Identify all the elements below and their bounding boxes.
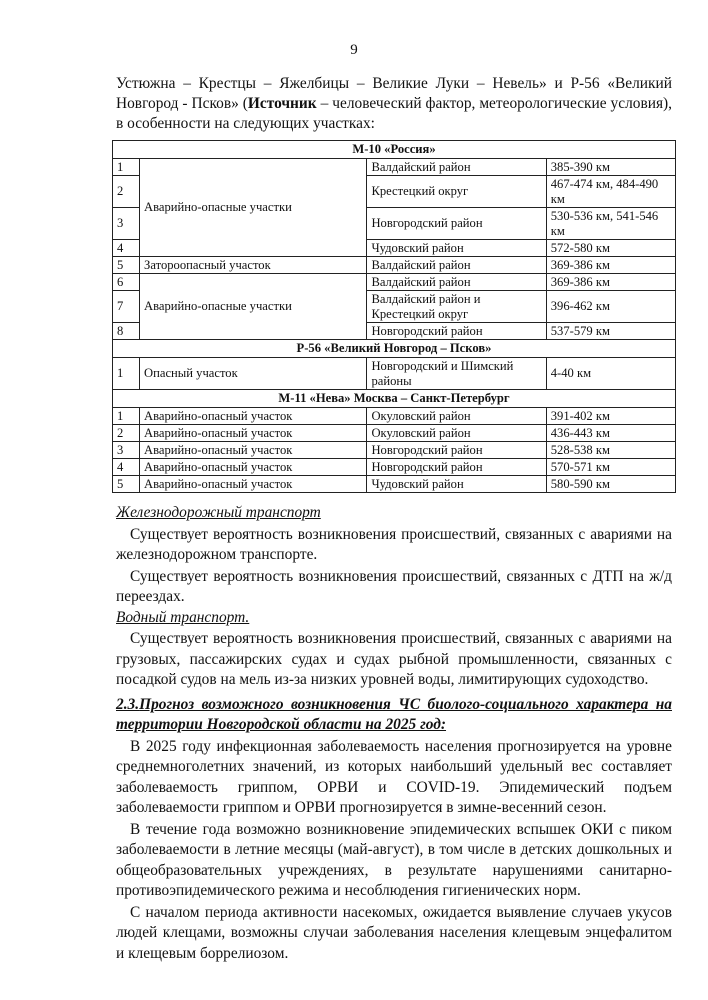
- row-number: 6: [113, 274, 140, 291]
- intro-text-after: – человеческий фактор, метеорологические условия), в особенности на следующих участках:: [116, 95, 672, 132]
- row-km: 537-579 км: [546, 323, 675, 340]
- row-area: Чудовский район: [367, 476, 546, 493]
- water-heading: [116, 608, 672, 629]
- intro-paragraph: [116, 74, 672, 134]
- row-area: Валдайский район: [367, 159, 546, 176]
- row-km: 528-538 км: [546, 442, 675, 459]
- row-area: Новгородский район: [367, 442, 546, 459]
- row-km: 369-386 км: [546, 257, 675, 274]
- row-type: Аварийно-опасный участок: [140, 476, 367, 493]
- row-number: 5: [113, 476, 140, 493]
- row-number: 3: [113, 442, 140, 459]
- row-km: 396-462 км: [546, 291, 675, 323]
- section-number: 2.3.: [116, 695, 140, 713]
- table-section-header: [113, 141, 676, 159]
- page-number: 9: [350, 42, 358, 58]
- row-km: 570-571 км: [546, 459, 675, 476]
- water-heading-label: Водный транспорт.: [116, 608, 250, 626]
- row-type: Аварийно-опасные участки: [140, 274, 367, 340]
- row-area: Чудовский район: [367, 240, 546, 257]
- row-area: Окуловский район: [367, 408, 546, 425]
- row-number: 4: [113, 459, 140, 476]
- row-area: Окуловский район: [367, 425, 546, 442]
- table-row: [113, 442, 676, 459]
- row-type: Аварийно-опасный участок: [140, 408, 367, 425]
- row-number: 2: [113, 425, 140, 442]
- row-area: Новгородский район: [367, 459, 546, 476]
- row-number: 1: [113, 159, 140, 176]
- row-type: Аварийно-опасные участки: [140, 159, 367, 257]
- road-hazard-table: [112, 140, 676, 493]
- table-section-header: [113, 340, 676, 358]
- row-area: Новгородский и Шимский районы: [367, 358, 546, 390]
- row-type: Аварийно-опасный участок: [140, 425, 367, 442]
- row-km: 572-580 км: [546, 240, 675, 257]
- table-row: [113, 159, 676, 176]
- section-title-r56: Р-56 «Великий Новгород – Псков»: [113, 340, 676, 358]
- row-area: Валдайский район: [367, 257, 546, 274]
- row-number: 7: [113, 291, 140, 323]
- row-type: Опасный участок: [140, 358, 367, 390]
- row-km: 580-590 км: [546, 476, 675, 493]
- row-number: 3: [113, 208, 140, 240]
- water-paragraph: Существует вероятность возникновения происшествий, связанных с авариями на грузовых, пассажирских судах и судах рыбной промышленности, связанных с посадкой судов на мель из-за низких уровней воды, лимитирующих судоходство.: [116, 630, 672, 688]
- row-type: Аварийно-опасный участок: [140, 459, 367, 476]
- rail-heading: [116, 503, 672, 524]
- table-row: [113, 476, 676, 493]
- intro-text-before: Устюжна – Крестцы – Яжелбицы – Великие Луки – Невель» и Р-56 «Великий Новгород - Псков» (: [116, 75, 672, 112]
- table-row: [113, 274, 676, 291]
- rail-paragraph-1: Существует вероятность возникновения происшествий, связанных с авариями на железнодорожном транспорте.: [116, 525, 672, 563]
- row-number: 1: [113, 408, 140, 425]
- section-title-m10: М-10 «Россия»: [113, 141, 676, 159]
- intro-source-label: Источник: [247, 95, 317, 112]
- bio-paragraph-1: В 2025 году инфекционная заболеваемость населения прогнозируется на уровне среднемноголетних значений, из которых наибольший удельный вес составляет заболеваемость гриппом, ОРВИ и COVID-19. Эпидемический подъем заболеваемости гриппом и ОРВИ прогнозируется в зимне-весенний сезон.: [116, 737, 672, 816]
- row-km: 530-536 км, 541-546 км: [546, 208, 675, 240]
- row-number: 4: [113, 240, 140, 257]
- body-text: [116, 503, 672, 964]
- section-heading: [116, 695, 672, 736]
- rail-paragraph-2: Существует вероятность возникновения происшествий, связанных с ДТП на ж/д переездах.: [116, 567, 672, 605]
- section-title-m11: М-11 «Нева» Москва – Санкт-Петербург: [113, 390, 676, 408]
- table-row: [113, 257, 676, 274]
- row-km: 369-386 км: [546, 274, 675, 291]
- bio-paragraph-3: С началом периода активности насекомых, ожидается выявление случаев укусов людей клещами, возможны случаи заболевания населения клещевым энцефалитом и клещевым боррелиозом.: [116, 903, 672, 962]
- rail-heading-label: Железнодорожный транспорт: [116, 504, 321, 521]
- row-area: Крестецкий округ: [367, 176, 546, 208]
- table-row: [113, 408, 676, 425]
- row-number: 8: [113, 323, 140, 340]
- row-area: Новгородский район: [367, 323, 546, 340]
- row-type: Заторoопасный участок: [140, 257, 367, 274]
- row-area: Валдайский район: [367, 274, 546, 291]
- row-km: 385-390 км: [546, 159, 675, 176]
- row-km: 436-443 км: [546, 425, 675, 442]
- row-number: 2: [113, 176, 140, 208]
- table-row: [113, 425, 676, 442]
- table-row: [113, 358, 676, 390]
- row-type: Аварийно-опасный участок: [140, 442, 367, 459]
- row-km: 467-474 км, 484-490 км: [546, 176, 675, 208]
- table-row: [113, 459, 676, 476]
- table-section-header: [113, 390, 676, 408]
- row-number: 1: [113, 358, 140, 390]
- row-km: 4-40 км: [546, 358, 675, 390]
- section-title: Прогноз возможного возникновения ЧС биолого-социального характера на территории Новгородской области на 2025 год:: [116, 695, 672, 733]
- row-number: 5: [113, 257, 140, 274]
- row-km: 391-402 км: [546, 408, 675, 425]
- row-area: Валдайский район и Крестецкий округ: [367, 291, 546, 323]
- bio-paragraph-2: В течение года возможно возникновение эпидемических вспышек ОКИ с пиком заболеваемости в летние месяцы (май-август), в том числе в детских дошкольных и общеобразовательных учреждениях, в результате нарушениями санитарно-противоэпидемического режима и несоблюдения гигиенических норм.: [116, 820, 672, 899]
- row-area: Новгородский район: [367, 208, 546, 240]
